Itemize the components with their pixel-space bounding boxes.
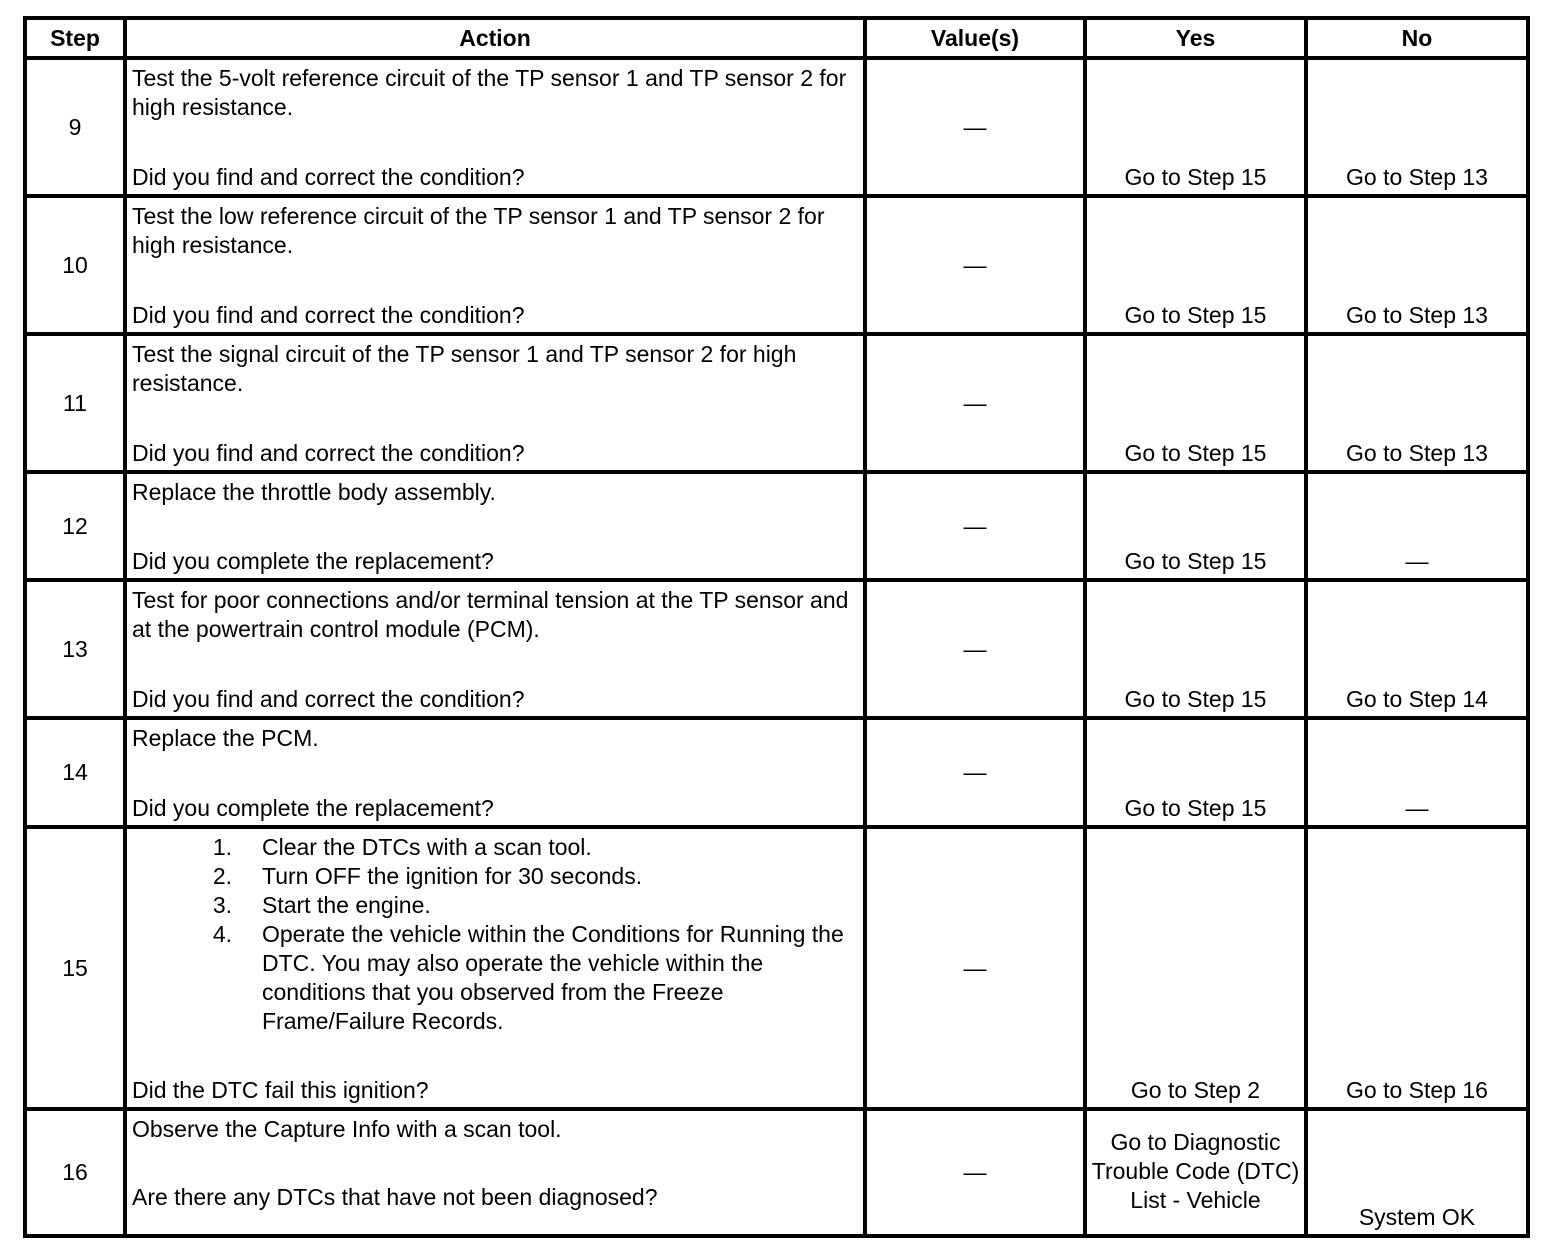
no-cell: Go to Step 13 — [1306, 334, 1528, 472]
value-cell: — — [865, 827, 1085, 1109]
header-action: Action — [125, 18, 865, 58]
list-text: Clear the DTCs with a scan tool. — [262, 834, 592, 860]
header-values: Value(s) — [865, 18, 1085, 58]
yes-cell: Go to Step 15 — [1085, 58, 1306, 196]
yes-cell: Go to Step 15 — [1085, 718, 1306, 827]
list-text: Start the engine. — [262, 892, 431, 918]
list-text: Turn OFF the ignition for 30 seconds. — [262, 863, 643, 889]
header-row — [25, 18, 1528, 58]
yes-cell: Go to Step 15 — [1085, 580, 1306, 718]
no-cell: Go to Step 14 — [1306, 580, 1528, 718]
table-row — [25, 196, 1528, 334]
step-number: 13 — [25, 580, 125, 718]
action-cell — [125, 472, 865, 580]
table-row — [25, 1109, 1528, 1236]
list-number: 3. — [212, 892, 232, 918]
step-number: 12 — [25, 472, 125, 580]
action-question: Did you complete the replacement? — [132, 795, 494, 821]
action-text: Test the low reference circuit of the TP sensor 1 and TP sensor 2 for high resistance. — [132, 203, 825, 258]
yes-cell: Go to Step 15 — [1085, 196, 1306, 334]
action-question: Did you find and correct the condition? — [132, 686, 525, 712]
procedure-list — [132, 833, 859, 1036]
table-row — [25, 58, 1528, 196]
action-text: Replace the PCM. — [132, 725, 319, 751]
action-text: Replace the throttle body assembly. — [132, 479, 496, 505]
action-cell — [125, 334, 865, 472]
value-cell: — — [865, 58, 1085, 196]
header-yes: Yes — [1085, 18, 1306, 58]
value-cell: — — [865, 1109, 1085, 1236]
list-item — [132, 862, 859, 891]
action-text: Test for poor connections and/or terminal tension at the TP sensor and at the powertrain control module (PCM). — [132, 587, 849, 642]
header-no: No — [1306, 18, 1528, 58]
value-cell: — — [865, 334, 1085, 472]
header-step: Step — [25, 18, 125, 58]
diagnostic-table — [23, 16, 1530, 1238]
action-cell — [125, 827, 865, 1109]
value-cell: — — [865, 196, 1085, 334]
yes-cell: Go to Diagnostic Trouble Code (DTC) List - Vehicle — [1085, 1109, 1306, 1236]
no-cell: — — [1306, 472, 1528, 580]
action-text: Observe the Capture Info with a scan tool. — [132, 1116, 562, 1142]
step-number: 14 — [25, 718, 125, 827]
table-row — [25, 334, 1528, 472]
step-number: 9 — [25, 58, 125, 196]
value-cell: — — [865, 472, 1085, 580]
no-cell: Go to Step 13 — [1306, 58, 1528, 196]
action-text: Test the 5-volt reference circuit of the TP sensor 1 and TP sensor 2 for high resistance. — [132, 65, 847, 120]
list-item — [132, 920, 859, 1036]
table-row — [25, 827, 1528, 1109]
action-question: Did you find and correct the condition? — [132, 440, 525, 466]
table-row — [25, 718, 1528, 827]
value-cell: — — [865, 718, 1085, 827]
table-row — [25, 580, 1528, 718]
list-item — [132, 891, 859, 920]
action-question: Did you find and correct the condition? — [132, 302, 525, 328]
step-number: 16 — [25, 1109, 125, 1236]
list-number: 4. — [212, 921, 232, 947]
action-question: Are there any DTCs that have not been diagnosed? — [132, 1184, 658, 1210]
action-cell — [125, 196, 865, 334]
action-cell — [125, 580, 865, 718]
action-text: Test the signal circuit of the TP sensor 1 and TP sensor 2 for high resistance. — [132, 341, 797, 396]
step-number: 10 — [25, 196, 125, 334]
step-number: 11 — [25, 334, 125, 472]
no-cell: Go to Step 16 — [1306, 827, 1528, 1109]
step-number: 15 — [25, 827, 125, 1109]
yes-cell: Go to Step 15 — [1085, 334, 1306, 472]
no-cell: Go to Step 13 — [1306, 196, 1528, 334]
action-question: Did the DTC fail this ignition? — [132, 1077, 429, 1103]
value-cell: — — [865, 580, 1085, 718]
action-question: Did you complete the replacement? — [132, 548, 494, 574]
no-cell: — — [1306, 718, 1528, 827]
list-text: Operate the vehicle within the Conditions for Running the DTC. You may also operate the vehicle within the conditions that you observed from the Freeze Frame/Failure Records. — [262, 921, 844, 1034]
list-number: 2. — [212, 863, 232, 889]
no-cell: System OK — [1306, 1109, 1528, 1236]
table-row — [25, 472, 1528, 580]
action-cell — [125, 718, 865, 827]
action-cell — [125, 1109, 865, 1236]
list-item — [132, 833, 859, 862]
action-question: Did you find and correct the condition? — [132, 164, 525, 190]
yes-cell: Go to Step 2 — [1085, 827, 1306, 1109]
list-number: 1. — [212, 834, 232, 860]
action-cell — [125, 58, 865, 196]
yes-cell: Go to Step 15 — [1085, 472, 1306, 580]
